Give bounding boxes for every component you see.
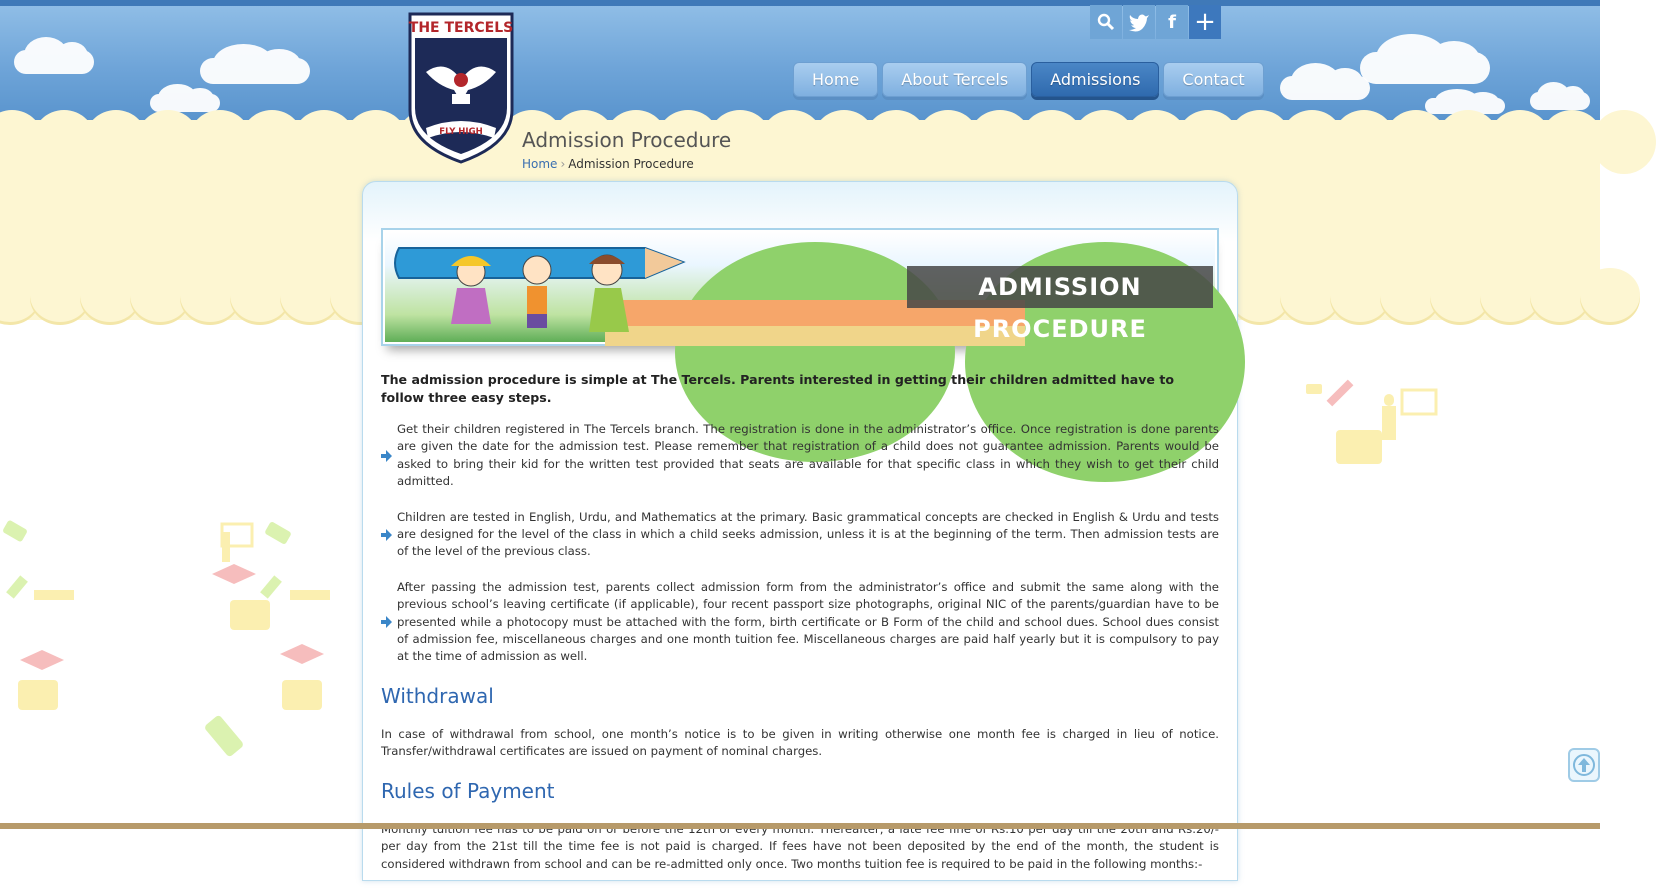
withdrawal-text: In case of withdrawal from school, one month’s notice is to be given in writing otherwise one month fee is charged in lieu of notice. Transfer/withdrawal certificates are issued on payment of nominal charges. (381, 726, 1219, 759)
main-nav (793, 62, 1264, 97)
arrow-right-icon (381, 450, 392, 462)
banner-title: ADMISSION PROCEDURE (907, 266, 1213, 308)
scroll-to-top-button[interactable] (1568, 748, 1600, 782)
breadcrumb-separator: › (560, 157, 566, 171)
page-banner (381, 228, 1219, 346)
arrow-right-icon (381, 616, 392, 628)
logo-motto: FLY HIGH (439, 127, 483, 137)
page-title: Admission Procedure (522, 128, 732, 152)
list-item (381, 579, 1219, 666)
breadcrumb (522, 157, 694, 171)
facebook-icon[interactable]: f (1156, 5, 1188, 39)
list-item (381, 509, 1219, 561)
arrow-right-icon (381, 529, 392, 541)
arrow-up-icon (1570, 750, 1598, 780)
step-text: Get their children registered in The Tercels branch. The registration is done in the administrator’s office. Once registration is done parents are given the date for the admission test. Please remember that registration of a child does not guarantee admission. Parents would be asked to bring their kid for the written test provided that seats are available for that specific class in which they wish to get their child admitted. (397, 422, 1219, 489)
social-bar (1090, 5, 1221, 39)
steps-list (381, 421, 1219, 666)
breadcrumb-home-link[interactable]: Home (522, 157, 558, 171)
twitter-icon[interactable] (1123, 5, 1155, 39)
cloud-bump (1580, 268, 1640, 322)
school-logo[interactable] (406, 10, 516, 164)
logo-text: THE TERCELS (408, 20, 514, 36)
nav-item-contact[interactable]: Contact (1163, 62, 1263, 97)
school-icons-decoration-right (1296, 370, 1446, 480)
payment-text: per day from the 21st till the time fee is not paid is charged. If fees have not been deposited by the end of the month, the student is considered withdrawn from school and can be re-admitted only once. Two months tuition fee is required to be paid in the following months:- (381, 839, 1219, 871)
nav-item-admissions[interactable]: Admissions (1031, 62, 1159, 97)
cloud-decoration (14, 50, 94, 74)
step-text: After passing the admission test, parents collect admission form from the administrator’s office and submit the same along with the previous school’s leaving certificate (if applicable), four recent passport size photographs, original NIC of the parents/guardian have to be presented while a photocopy must be attached with the form, birth certificate or B Form of the child and school dues. School dues consist of admission fee, miscellaneous charges and one month tuition fee. Miscellaneous charges are paid half yearly but it is compulsory to pay at the time of admission as well. (397, 579, 1219, 664)
step-text: Children are tested in English, Urdu, and Mathematics at the primary. Basic grammatical concepts are checked in English & Urdu and tests are designed for the level of the class in which a child seeks admission, unless it is at the beginning of the term. Then admission tests are of the level of the previous class. (397, 509, 1219, 559)
cloud-edge-top (0, 96, 1600, 156)
cloud-decoration (200, 58, 310, 84)
banner-illustration (385, 232, 1215, 342)
payment-heading: Rules of Payment (381, 778, 555, 803)
school-icons-decoration-left (0, 520, 330, 760)
cloud-bump (1592, 110, 1656, 174)
list-item (381, 421, 1219, 491)
nav-item-home[interactable]: Home (793, 62, 878, 97)
breadcrumb-current: Admission Procedure (568, 157, 694, 171)
intro-text: The admission procedure is simple at The Tercels. Parents interested in getting their children admitted have to follow three easy steps. (381, 372, 1175, 405)
cloud-decoration (1360, 52, 1490, 84)
withdrawal-heading: Withdrawal (381, 683, 494, 708)
bottom-strip (0, 823, 1600, 829)
main-content (381, 371, 1219, 891)
search-icon[interactable] (1090, 5, 1122, 39)
plus-icon[interactable]: + (1189, 5, 1221, 39)
nav-item-about-tercels[interactable]: About Tercels (882, 62, 1027, 97)
